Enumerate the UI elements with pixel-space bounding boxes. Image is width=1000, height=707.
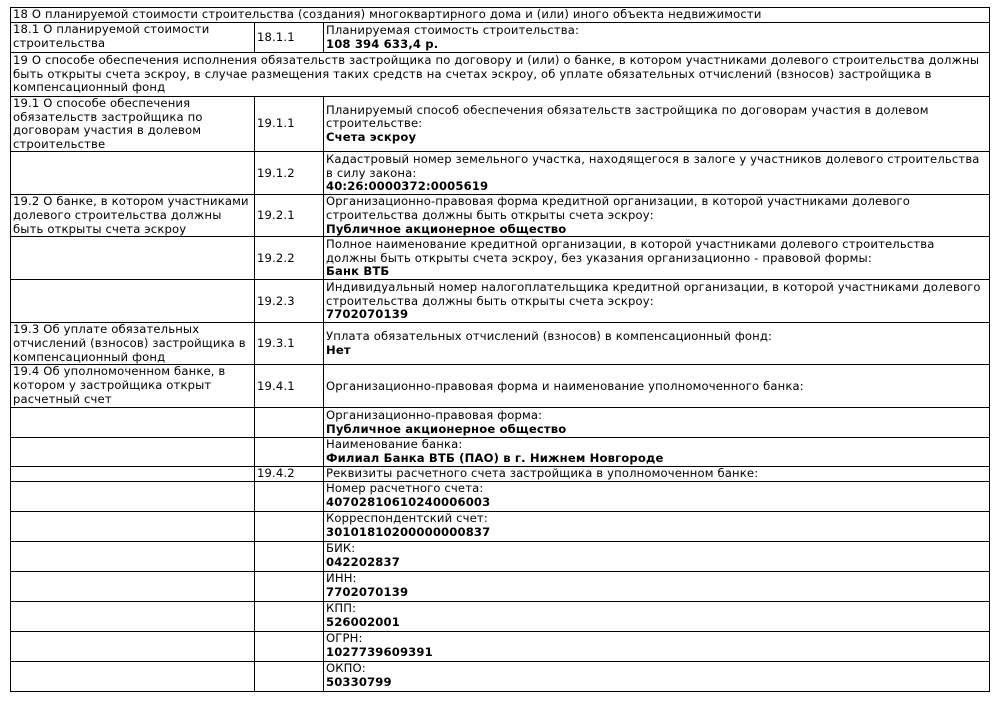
row-code (255, 631, 324, 661)
row-code (255, 481, 324, 511)
row-code: 19.2.1 (255, 195, 324, 237)
table-row (11, 438, 990, 466)
row-label (11, 237, 255, 280)
row-label (11, 408, 255, 438)
section-title: 18 О планируемой стоимости строительства (создания) многоквартирного дома и (или) иного объекта недвижимости (11, 8, 990, 23)
field-value: 40702810610240006003 (326, 495, 491, 510)
row-label: 19.1 О способе обеспечения обязательств застройщика по договорам участия в долевом строительстве (11, 97, 255, 152)
section-title: 19 О способе обеспечения исполнения обязательств застройщика по договору и (или) о банке, в котором участниками долевого строительства должны быть открыты счета эскроу, в случае размещения таких средств на счетах эскроу, об уплате обязательных отчислений (взносов) застройщика в компенсационный фонд (11, 53, 990, 97)
row-label: 19.3 Об уплате обязательных отчислений (взносов) застройщика в компенсационный фонд (11, 323, 255, 365)
row-content (324, 601, 990, 631)
row-content (324, 481, 990, 511)
table-row (11, 631, 990, 661)
field-caption: ОГРН: (326, 631, 363, 646)
field-value: Публичное акционерное общество (326, 421, 567, 436)
field-caption: Организационно-правовая форма и наименование уполномоченного банка: (326, 378, 804, 393)
table-row (11, 481, 990, 511)
row-content (324, 661, 990, 691)
row-content (324, 541, 990, 571)
table-row (11, 97, 990, 152)
table-row (11, 541, 990, 571)
row-content (324, 195, 990, 237)
row-content (324, 237, 990, 280)
table-row (11, 237, 990, 280)
field-value: 50330799 (326, 675, 392, 690)
row-label (11, 661, 255, 691)
field-caption: Планируемая стоимость строительства: (326, 22, 580, 37)
row-code: 19.1.2 (255, 152, 324, 195)
field-value: 1027739609391 (326, 645, 433, 660)
row-code (255, 511, 324, 541)
row-code: 19.2.2 (255, 237, 324, 280)
field-value: 7702070139 (326, 585, 409, 600)
field-caption: Организационно-правовая форма: (326, 408, 543, 423)
row-label (11, 280, 255, 323)
field-value: 042202837 (326, 555, 400, 570)
field-value: Нет (326, 342, 351, 357)
row-code: 19.2.3 (255, 280, 324, 323)
row-code (255, 601, 324, 631)
row-label (11, 466, 255, 481)
row-content (324, 511, 990, 541)
row-code: 19.3.1 (255, 323, 324, 365)
field-caption: Полное наименование кредитной организации, в которой участниками долевого строительства должны быть открыты счета эскроу, без указания организационно - правовой формы: (326, 236, 935, 265)
row-code (255, 438, 324, 466)
row-label (11, 152, 255, 195)
row-content (324, 365, 990, 408)
table-row (11, 408, 990, 438)
table-row (11, 365, 990, 408)
row-label: 19.2 О банке, в котором участниками долевого строительства должны быть открыты счета эскроу (11, 195, 255, 237)
table-row (11, 23, 990, 53)
field-value: 40:26:0000372:0005619 (326, 179, 489, 194)
row-content (324, 152, 990, 195)
field-value: Филиал Банка ВТБ (ПАО) в г. Нижнем Новгороде (326, 450, 664, 465)
field-caption: Корреспондентский счет: (326, 511, 488, 526)
table-row (11, 661, 990, 691)
field-caption: КПП: (326, 601, 357, 616)
field-caption: Планируемый способ обеспечения обязательств застройщика по договорам участия в долевом строительстве: (326, 102, 929, 131)
row-content (324, 438, 990, 466)
field-value: Счета эскроу (326, 129, 417, 144)
row-code (255, 408, 324, 438)
field-value: 7702070139 (326, 307, 409, 322)
field-value: Банк ВТБ (326, 264, 390, 279)
disclosure-table (10, 7, 990, 692)
field-caption: ОКПО: (326, 661, 366, 676)
field-caption: Номер расчетного счета: (326, 481, 484, 496)
section-header-row (11, 53, 990, 97)
row-content (324, 631, 990, 661)
row-content (324, 408, 990, 438)
table-row (11, 280, 990, 323)
table-row (11, 511, 990, 541)
row-label (11, 631, 255, 661)
row-label: 19.4 Об уполномоченном банке, в котором у застройщика открыт расчетный счет (11, 365, 255, 408)
table-row (11, 195, 990, 237)
row-label (11, 511, 255, 541)
row-code: 19.4.1 (255, 365, 324, 408)
field-caption: Кадастровый номер земельного участка, находящегося в залоге у участников долевого строительства в силу закона: (326, 151, 980, 180)
row-code (255, 541, 324, 571)
field-caption: Организационно-правовая форма кредитной организации, в которой участниками долевого строительства должны быть открыты счета эскроу: (326, 194, 911, 223)
row-code: 19.4.2 (255, 466, 324, 481)
field-value: Публичное акционерное общество (326, 221, 567, 236)
row-label: 18.1 О планируемой стоимости строительства (11, 23, 255, 53)
row-content (324, 23, 990, 53)
field-value: 30101810200000000837 (326, 525, 491, 540)
table-row (11, 601, 990, 631)
field-caption: БИК: (326, 541, 356, 556)
row-label (11, 541, 255, 571)
row-content (324, 466, 990, 481)
row-content (324, 97, 990, 152)
section-header-row (11, 8, 990, 23)
row-label (11, 481, 255, 511)
field-caption: Наименование банка: (326, 437, 463, 452)
row-content (324, 323, 990, 365)
row-content (324, 571, 990, 601)
field-caption: Реквизиты расчетного счета застройщика в уполномоченном банке: (326, 465, 759, 480)
field-value: 526002001 (326, 615, 400, 630)
row-code (255, 571, 324, 601)
row-content (324, 280, 990, 323)
field-value: 108 394 633,4 р. (326, 36, 439, 51)
table-row (11, 466, 990, 481)
field-caption: Индивидуальный номер налогоплательщика кредитной организации, в которой участниками долевого строительства должны быть открыты счета эскроу: (326, 279, 981, 308)
field-caption: Уплата обязательных отчислений (взносов) в компенсационный фонд: (326, 329, 773, 344)
row-code: 19.1.1 (255, 97, 324, 152)
table-row (11, 152, 990, 195)
table-row (11, 571, 990, 601)
table-row (11, 323, 990, 365)
row-label (11, 571, 255, 601)
row-code: 18.1.1 (255, 23, 324, 53)
field-caption: ИНН: (326, 571, 357, 586)
row-label (11, 438, 255, 466)
row-code (255, 661, 324, 691)
row-label (11, 601, 255, 631)
